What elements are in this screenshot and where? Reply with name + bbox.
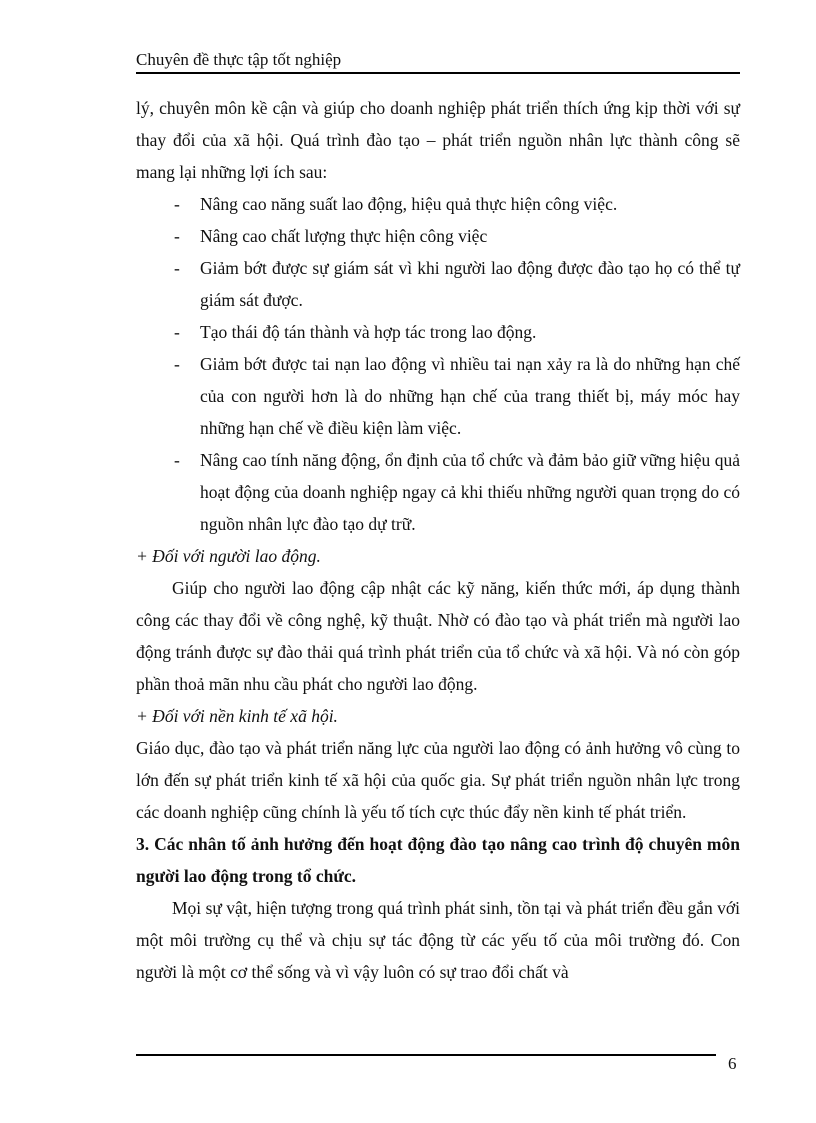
list-item: - Giảm bớt được sự giám sát vì khi người lao động được đào tạo họ có thể tự giám sát được. bbox=[136, 252, 740, 316]
society-paragraph: Giáo dục, đào tạo và phát triển năng lực của người lao động có ảnh hưởng vô cùng to lớn đến sự phát triển kinh tế xã hội của quốc gia. Sự phát triển nguồn nhân lực trong các doanh nghiệp cũng chính là yếu tố tích cực thúc đẩy nền kinh tế phát triển. bbox=[136, 738, 740, 822]
bullet-dash: - bbox=[174, 322, 180, 342]
benefits-list bbox=[136, 188, 740, 540]
page-body bbox=[136, 92, 740, 988]
subsection-title-workers: + Đối với người lao động. bbox=[136, 546, 321, 566]
bullet-dash: - bbox=[174, 194, 180, 214]
bullet-dash: - bbox=[174, 258, 180, 278]
intro-paragraph: lý, chuyên môn kề cận và giúp cho doanh nghiệp phát triển thích ứng kịp thời với sự thay đổi của xã hội. Quá trình đào tạo – phát triển nguồn nhân lực thành công sẽ mang lại những lợi ích sau: bbox=[136, 98, 740, 182]
final-paragraph: Mọi sự vật, hiện tượng trong quá trình phát sinh, tồn tại và phát triển đều gắn với một môi trường cụ thể và chịu sự tác động từ các yếu tố của môi trường đó. Con người là một cơ thể sống và vì vậy luôn có sự trao đổi chất và bbox=[136, 898, 740, 982]
page-header-title: Chuyên đề thực tập tốt nghiệp bbox=[136, 50, 342, 69]
page-number: 6 bbox=[728, 1054, 737, 1073]
section-heading: 3. Các nhân tố ảnh hưởng đến hoạt động đào tạo nâng cao trình độ chuyên môn người lao động trong tổ chức. bbox=[136, 834, 740, 886]
list-item: - Nâng cao năng suất lao động, hiệu quả thực hiện công việc. bbox=[136, 188, 740, 220]
list-item: - Tạo thái độ tán thành và hợp tác trong lao động. bbox=[136, 316, 740, 348]
header-rule bbox=[136, 72, 740, 74]
bullet-dash: - bbox=[174, 450, 180, 470]
workers-paragraph: Giúp cho người lao động cập nhật các kỹ năng, kiến thức mới, áp dụng thành công các thay đổi về công nghệ, kỹ thuật. Nhờ có đào tạo và phát triển mà người lao động tránh được sự đào thải quá trình phát triển của tổ chức và xã hội. Và nó còn góp phần thoả mãn nhu cầu phát cho người lao động. bbox=[136, 578, 740, 694]
list-item: - Nâng cao chất lượng thực hiện công việc bbox=[136, 220, 740, 252]
list-item: - Giảm bớt được tai nạn lao động vì nhiều tai nạn xảy ra là do những hạn chế của con người hơn là do những hạn chế của trang thiết bị, máy móc hay những hạn chế về điều kiện làm việc. bbox=[136, 348, 740, 444]
subsection-title-society: + Đối với nền kinh tế xã hội. bbox=[136, 706, 338, 726]
bullet-dash: - bbox=[174, 226, 180, 246]
footer-rule bbox=[136, 1054, 716, 1056]
bullet-dash: - bbox=[174, 354, 180, 374]
list-item: - Nâng cao tính năng động, ổn định của tổ chức và đảm bảo giữ vững hiệu quả hoạt động của doanh nghiệp ngay cả khi thiếu những người quan trọng do có nguồn nhân lực đào tạo dự trữ. bbox=[136, 444, 740, 540]
